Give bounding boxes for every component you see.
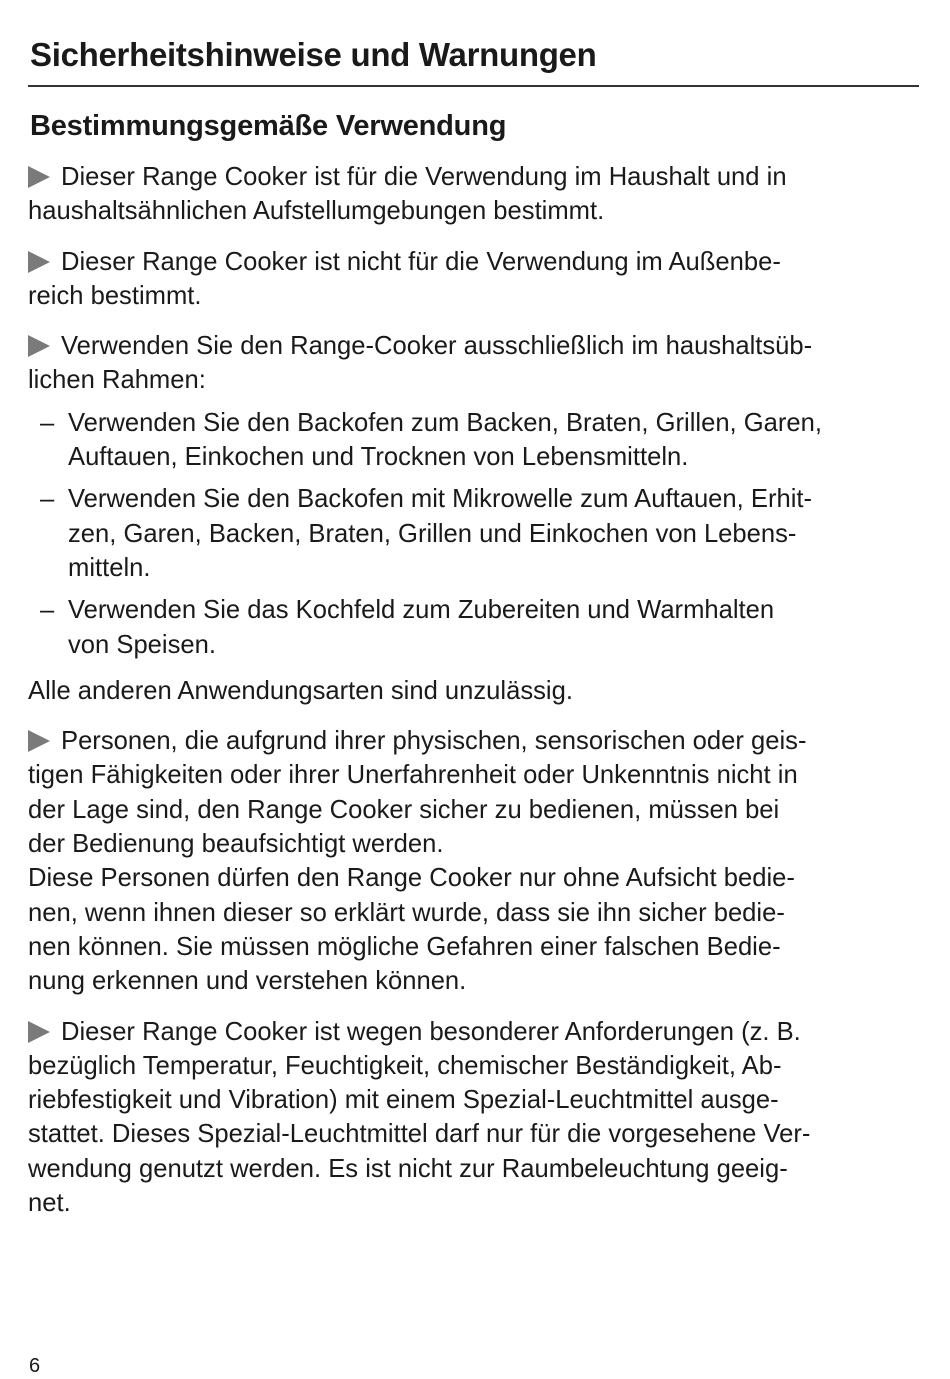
paragraph-line: net. — [28, 1189, 71, 1218]
paragraph-line: Dieser Range Cooker ist wegen besonderer Anforderungen (z. B. — [61, 1017, 801, 1046]
bullet-paragraph — [28, 245, 920, 314]
paragraph-line: nung erkennen und verstehen können. — [28, 967, 467, 996]
list-item-line: zen, Garen, Backen, Braten, Grillen und Einkochen von Lebens- — [68, 519, 797, 548]
paragraph-line: Dieser Range Cooker ist nicht für die Verwendung im Außenbe- — [61, 247, 781, 276]
paragraph-line: der Bedienung beaufsichtigt werden. — [28, 830, 444, 859]
paragraph-line: haushaltsähnlichen Aufstellumgebungen bestimmt. — [28, 197, 605, 226]
list-item-line: Verwenden Sie den Backofen mit Mikrowelle zum Auftauen, Erhit- — [68, 485, 813, 514]
list-item — [28, 593, 920, 662]
list-item — [28, 406, 920, 475]
bullet-paragraph — [28, 724, 920, 998]
page-number: 6 — [29, 1355, 41, 1377]
list-item-line: mitteln. — [68, 553, 151, 582]
paragraph-line: reich bestimmt. — [28, 281, 202, 310]
triangle-bullet-icon — [28, 251, 50, 273]
triangle-bullet-icon — [28, 730, 50, 752]
paragraph-line: Diese Personen dürfen den Range Cooker nur ohne Aufsicht bedie- — [28, 864, 795, 893]
list-item — [28, 482, 920, 585]
plain-paragraph — [28, 674, 920, 708]
body-text — [28, 160, 920, 1236]
dash-marker: – — [40, 408, 55, 437]
paragraph-line: Dieser Range Cooker ist für die Verwendung im Haushalt und in — [61, 163, 787, 191]
bullet-paragraph — [28, 329, 920, 398]
paragraph-line: nen, wenn ihnen dieser so erklärt wurde, dass sie ihn sicher bedie- — [28, 898, 785, 927]
title-divider — [28, 85, 919, 87]
list-item-line: von Speisen. — [68, 630, 216, 659]
paragraph-line: nen können. Sie müssen mögliche Gefahren einer falschen Bedie- — [28, 932, 781, 961]
triangle-bullet-icon — [28, 335, 50, 357]
paragraph-line: der Lage sind, den Range Cooker sicher zu bedienen, müssen bei — [28, 795, 780, 824]
paragraph-line: lichen Rahmen: — [28, 366, 206, 395]
triangle-bullet-icon — [28, 1021, 50, 1043]
paragraph-line: Alle anderen Anwendungsarten sind unzulässig. — [28, 676, 573, 705]
dash-marker: – — [40, 485, 55, 514]
usage-list — [28, 406, 920, 662]
triangle-bullet-icon — [28, 166, 50, 188]
list-item-line: Auftauen, Einkochen und Trocknen von Lebensmitteln. — [68, 443, 689, 472]
bullet-paragraph — [28, 160, 920, 229]
paragraph-line: Verwenden Sie den Range-Cooker ausschließlich im haushaltsüb- — [61, 332, 813, 361]
sub-title: Bestimmungsgemäße Verwendung — [30, 110, 507, 142]
paragraph-line: riebfestigkeit und Vibration) mit einem Spezial-Leuchtmittel ausge- — [28, 1086, 779, 1115]
bullet-paragraph — [28, 1015, 920, 1221]
dash-marker: – — [40, 596, 55, 625]
paragraph-line: Personen, die aufgrund ihrer physischen, sensorischen oder geis- — [61, 727, 807, 756]
list-item-line: Verwenden Sie den Backofen zum Backen, Braten, Grillen, Garen, — [68, 408, 823, 437]
list-item-line: Verwenden Sie das Kochfeld zum Zubereiten und Warmhalten — [68, 596, 775, 625]
paragraph-line: stattet. Dieses Spezial-Leuchtmittel darf nur für die vorgesehene Ver- — [28, 1120, 811, 1149]
section-title: Sicherheitshinweise und Warnungen — [30, 36, 597, 73]
paragraph-line: wendung genutzt werden. Es ist nicht zur Raumbeleuchtung geeig- — [28, 1154, 788, 1183]
paragraph-line: bezüglich Temperatur, Feuchtigkeit, chemischer Beständigkeit, Ab- — [28, 1051, 782, 1080]
paragraph-line: tigen Fähigkeiten oder ihrer Unerfahrenheit oder Unkenntnis nicht in — [28, 761, 798, 790]
